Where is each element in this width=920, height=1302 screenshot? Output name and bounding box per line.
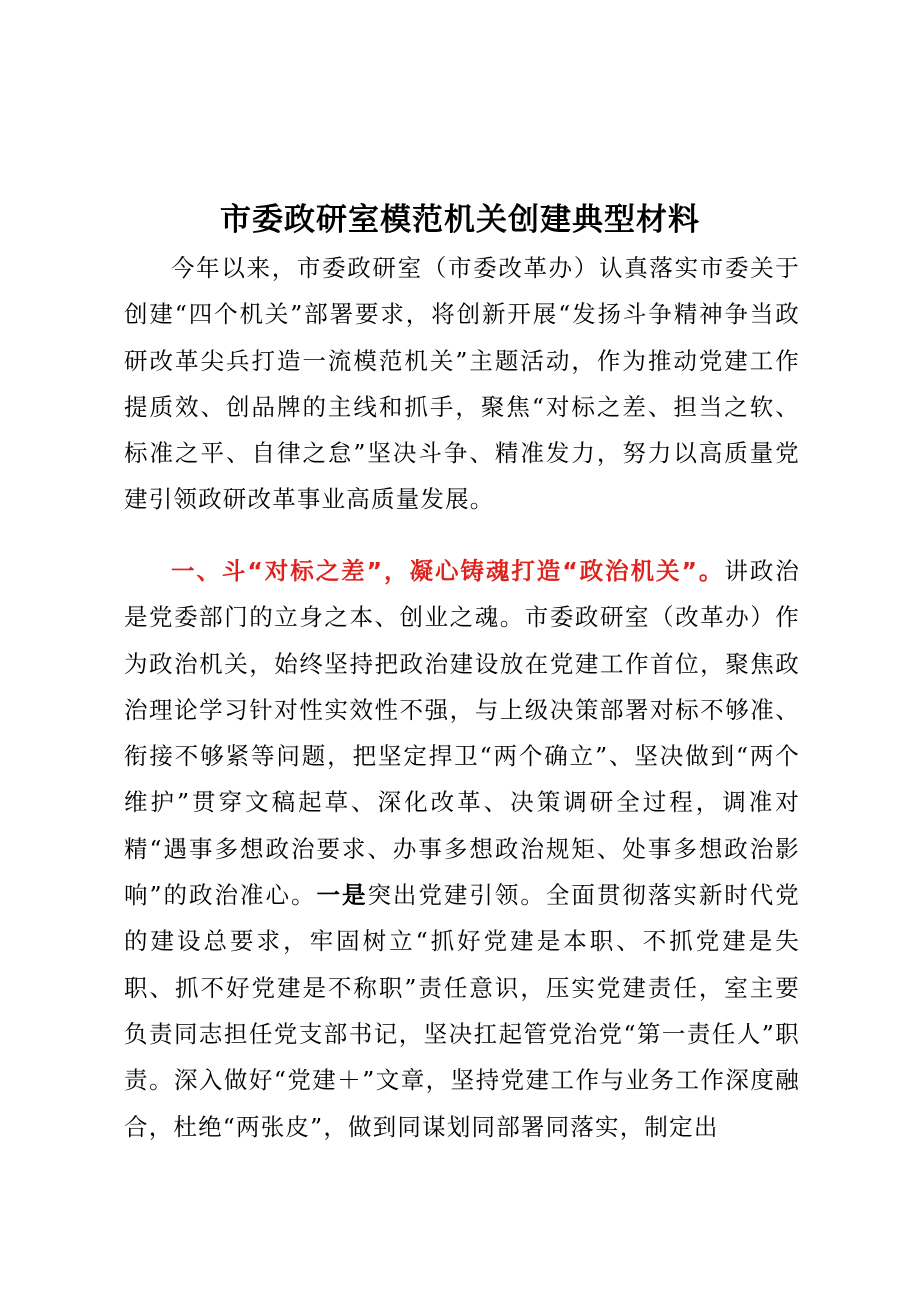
intro-paragraph: 今年以来，市委政研室（市委改革办）认真落实市委关于创建“四个机关”部署要求，将创新开展“发扬斗争精神争当政研改革尖兵打造一流模范机关”主题活动，作为推动党建工作提质效、创品牌的主线和抓手，聚焦“对标之差、担当之软、标准之平、自律之怠”坚决斗争、精准发力，努力以高质量党建引领政研改革事业高质量发展。 [124,254,800,514]
section-1-paragraph [124,548,800,1150]
section-1-text-b: 突出党建引领。全面贯彻落实新时代党的建设总要求，牢固树立“抓好党建是本职、不抓党建是失职、抓不好党建是不称职”责任意识，压实党建责任，室主要负责同志担任党支部书记，坚决扛起管党治党“第一责任人”职责。深入做好“党建＋”文章，坚持党建工作与业务工作深度融合，杜绝“两张皮”，做到同谋划同部署同落实，制定出 [124,881,800,1141]
section-1-heading: 一、斗“对标之差”，凝心铸魂打造“政治机关”。 [171,557,725,585]
section-1-lead-label: 一是 [316,881,368,910]
document-title: 市委政研室模范机关创建典型材料 [220,202,700,238]
section-1-text-a: 讲政治是党委部门的立身之本、创业之魂。市委政研室（改革办）作为政治机关，始终坚持把政治建设放在党建工作首位，聚焦政治理论学习针对性实效性不强，与上级决策部署对标不够准、衔接不够紧等问题，把坚定捍卫“两个确立”、坚决做到“两个维护”贯穿文稿起草、深化改革、决策调研全过程，调准对精“遇事多想政治要求、办事多想政治规矩、处事多想政治影响”的政治准心。 [124,557,800,910]
